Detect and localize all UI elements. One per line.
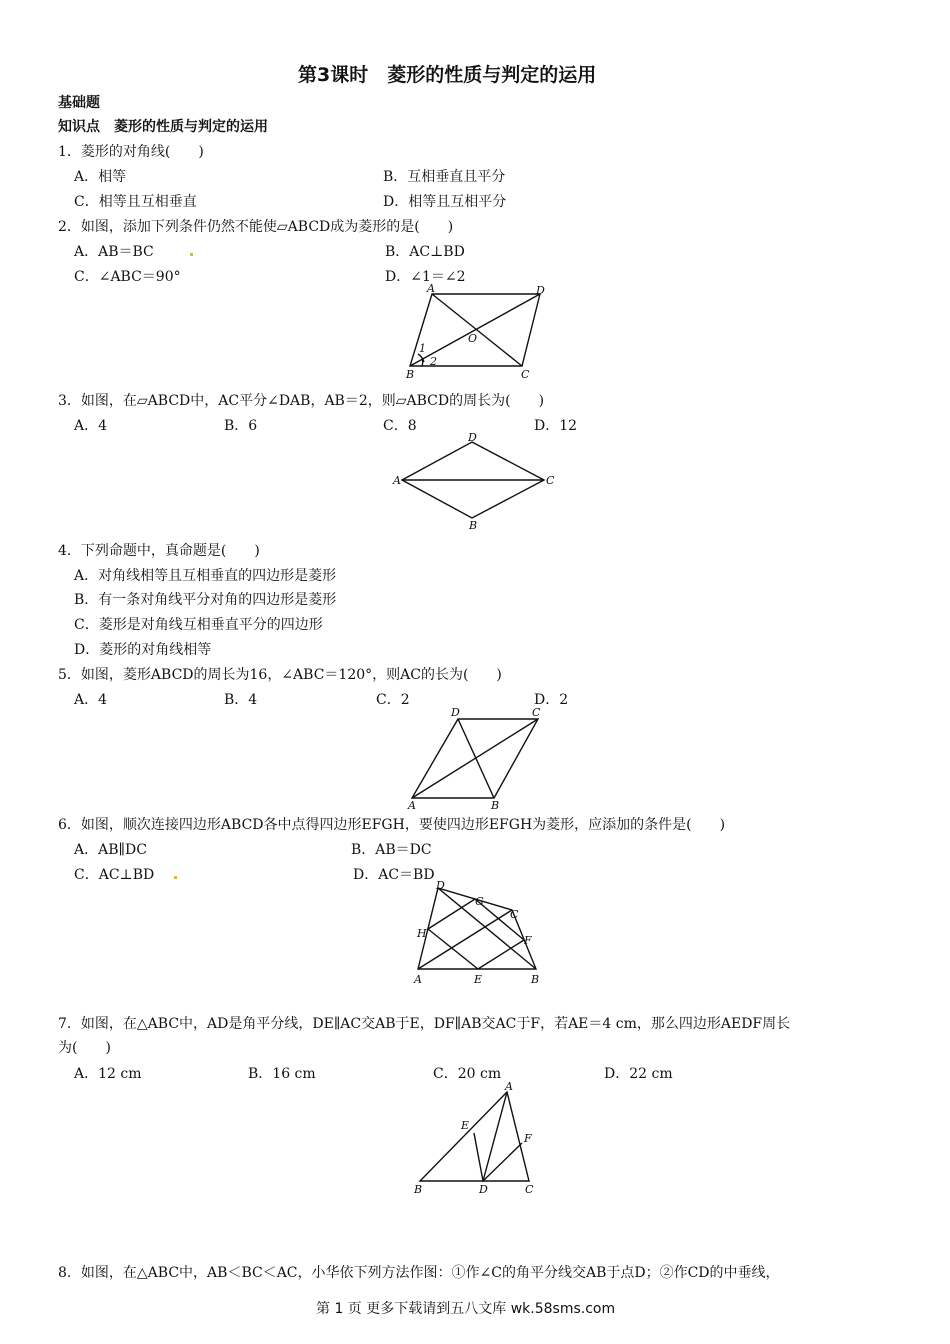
q6-option-b: B．AB＝DC — [351, 842, 432, 858]
label-a: A — [505, 1080, 513, 1093]
segments-de-df — [474, 1133, 522, 1181]
label-c: C — [521, 368, 530, 381]
label-d: D — [468, 431, 477, 444]
label-2: 2 — [430, 355, 437, 368]
label-a: A — [393, 474, 401, 487]
label-f: F — [524, 1132, 532, 1145]
label-o: O — [468, 332, 478, 345]
label-d: D — [536, 284, 545, 297]
segment-ad — [483, 1092, 507, 1181]
q5-option-a: A．4 — [74, 692, 108, 708]
q6-option-a: A．AB∥DC — [74, 842, 147, 858]
label-b: B — [406, 368, 415, 381]
question-7-stem-line2: 为( ) — [58, 1040, 111, 1056]
diagonal-ac — [418, 910, 512, 969]
label-c: C — [525, 1183, 534, 1196]
section-heading: 基础题 — [58, 95, 100, 111]
q1-option-a: A．相等 — [74, 169, 127, 185]
page-footer: 第 1 页 更多下载请到五八文库 wk.58sms.com — [316, 1301, 616, 1317]
diagonal-bd — [438, 888, 536, 969]
label-d: D — [436, 880, 445, 892]
label-b: B — [491, 799, 500, 812]
q7-figure-triangle — [408, 1078, 548, 1198]
q4-option-b: B．有一条对角线平分对角的四边形是菱形 — [74, 592, 337, 608]
q7-option-c: C．20 cm — [433, 1066, 502, 1082]
label-f: F — [524, 934, 532, 947]
label-b: B — [531, 973, 540, 986]
diagonal-ac — [412, 719, 538, 798]
label-c: C — [546, 474, 555, 487]
label-c: C — [510, 908, 519, 921]
q5-option-b: B．4 — [224, 692, 258, 708]
stray-dot — [174, 876, 177, 879]
label-d: D — [451, 706, 460, 719]
label-e: E — [461, 1119, 470, 1132]
question-6-stem: 6．如图，顺次连接四边形ABCD各中点得四边形EFGH，要使四边形EFGH为菱形，应添加的条件是( ) — [58, 817, 726, 833]
label-b: B — [469, 519, 478, 530]
label-b: B — [414, 1183, 423, 1196]
q7-option-b: B．16 cm — [248, 1066, 316, 1082]
q3-option-c: C．8 — [383, 418, 417, 434]
q3-option-a: A．4 — [74, 418, 108, 434]
q2-option-d: D．∠1＝∠2 — [385, 269, 466, 285]
q2-option-a: A．AB＝BC — [74, 244, 154, 260]
q4-option-d: D．菱形的对角线相等 — [74, 642, 212, 658]
q3-option-d: D．12 — [534, 418, 578, 434]
page-title: 第3课时 菱形的性质与判定的运用 — [298, 64, 597, 86]
knowledge-heading: 知识点 菱形的性质与判定的运用 — [58, 119, 268, 135]
label-g: G — [475, 895, 484, 908]
q3-option-b: B．6 — [224, 418, 258, 434]
question-3-stem: 3．如图，在▱ABCD中，AC平分∠DAB，AB＝2，则▱ABCD的周长为( ) — [58, 393, 545, 409]
label-c: C — [532, 706, 541, 719]
label-d: D — [479, 1183, 488, 1196]
question-4-stem: 4．下列命题中，真命题是( ) — [58, 543, 260, 559]
label-e: E — [474, 973, 483, 986]
question-5-stem: 5．如图，菱形ABCD的周长为16，∠ABC＝120°，则AC的长为( ) — [58, 667, 502, 683]
q7-option-d: D．22 cm — [604, 1066, 673, 1082]
q7-option-a: A．12 cm — [74, 1066, 142, 1082]
q3-figure-rhombus — [390, 430, 560, 530]
label-a: A — [408, 799, 416, 812]
q5-figure-rhombus — [400, 704, 560, 812]
q1-option-d: D．相等且互相平分 — [383, 194, 507, 210]
q2-figure-parallelogram — [400, 282, 560, 382]
q4-option-a: A．对角线相等且互相垂直的四边形是菱形 — [74, 568, 337, 584]
q1-option-c: C．相等且互相垂直 — [74, 194, 197, 210]
q1-option-b: B．互相垂直且平分 — [383, 169, 506, 185]
label-a: A — [427, 282, 435, 295]
question-7-stem-line1: 7．如图，在△ABC中，AD是角平分线，DE∥AC交AB于E，DF∥AB交AC于F，若AE＝4 cm，那么四边形AEDF周长 — [58, 1016, 791, 1032]
q6-option-d: D．AC＝BD — [353, 867, 435, 883]
question-2-stem: 2．如图，添加下列条件仍然不能使▱ABCD成为菱形的是( ) — [58, 219, 454, 235]
diagonal-ac — [432, 294, 522, 366]
label-a: A — [414, 973, 422, 986]
q2-option-b: B．AC⊥BD — [385, 244, 465, 260]
diagonal-bd — [458, 719, 494, 798]
q2-option-c: C．∠ABC＝90° — [74, 269, 181, 285]
question-1-stem: 1．菱形的对角线( ) — [58, 144, 204, 160]
q5-option-d: D．2 — [534, 692, 569, 708]
q6-figure-quadrilateral — [408, 880, 548, 990]
angle-2-arc — [422, 358, 423, 366]
label-h: H — [417, 927, 427, 940]
question-8-stem: 8．如图，在△ABC中，AB＜BC＜AC，小华依下列方法作图：①作∠C的角平分线交AB于点D；②作CD的中垂线， — [58, 1265, 780, 1281]
q6-option-c: C．AC⊥BD — [74, 867, 155, 883]
q5-option-c: C．2 — [376, 692, 410, 708]
stray-dot — [190, 253, 193, 256]
label-1: 1 — [419, 342, 426, 355]
q4-option-c: C．菱形是对角线互相垂直平分的四边形 — [74, 617, 323, 633]
